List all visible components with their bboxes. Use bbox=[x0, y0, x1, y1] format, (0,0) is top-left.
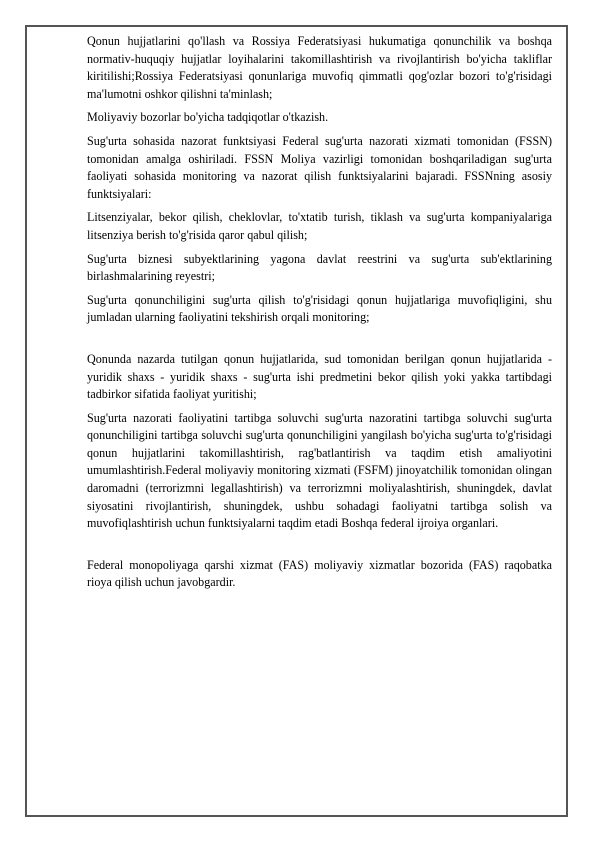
paragraph: Sug'urta nazorati faoliyatini tartibga soluvchi sug'urta nazoratini tartibga soluvchi sug'urta qonunchiligini tartibga soluvchi sug'urta qonunchiligini yangilash bo'yicha sug'urta to'g'risidagi qonun hujjatlarini takomillashtirish, rag'batlantirish va taqdim etish amaliyotini umumlashtirish.Federal moliyaviy monitoring xizmati (FSFM) jinoyatchilik tomonidan olingan daromadni (terrorizmni legallashtirish) va terrorizmni moliyalashtirish, shuningdek, davlat siyosatini rivojlantirish, shuningdek, ushbu sohadagi faoliyatni tartibga solish va muvofiqlashtirish uchun funktsiyalarni taqdim etadi Boshqa federal ijroiya organlari. bbox=[87, 410, 552, 531]
paragraph: Federal monopoliyaga qarshi xizmat (FAS) moliyaviy xizmatlar bozorida (FAS) raqobatka rioya qilish uchun javobgardir. bbox=[87, 557, 552, 590]
paragraph: Sug'urta sohasida nazorat funktsiyasi Federal sug'urta nazorati xizmati tomonidan (FSSN) tomonidan amalga oshiriladi. FSSN Moliya vazirligi tomonidan boshqariladigan sug'urta faoliyati sohasida monitoring va nazorat qilish funktsiyalarini bajaradi. FSSNning asosiy funktsiyalari: bbox=[87, 133, 552, 201]
paragraph: Qonun hujjatlarini qo'llash va Rossiya Federatsiyasi hukumatiga qonunchilik va boshqa normativ-huquqiy hujjatlar loyihalarini takomillashtirish va rivojlantirish bo'yicha takliflar kiritilishi;Rossiya Federatsiyasi qonunlariga muvofiq qimmatli qog'ozlar bozori to'g'risidagi ma'lumotni oshkor qilishni ta'minlash; bbox=[87, 34, 552, 101]
paragraph: Sug'urta qonunchiligini sug'urta qilish to'g'risidagi qonun hujjatlariga muvofiqligini, shu jumladan ularning faoliyatini tekshirish orqali monitoring; bbox=[87, 292, 552, 325]
document-body bbox=[87, 33, 552, 598]
paragraph: Moliyaviy bozorlar bo'yicha tadqiqotlar o'tkazish. bbox=[87, 110, 329, 125]
paragraph: Qonunda nazarda tutilgan qonun hujjatlarida, sud tomonidan berilgan qonun hujjatlarida - yuridik shaxs - yuridik shaxs - sug'urta ishi predmetini bekor qilish yoki yakka tartibdagi tadbirkor sifatida faoliyat yuritishi; bbox=[87, 351, 552, 402]
paragraph: Sug'urta biznesi subyektlarining yagona davlat reestrini va sug'urta sub'ektlarining birlashmalarining reyestri; bbox=[87, 251, 552, 284]
paragraph: Litsenziyalar, bekor qilish, cheklovlar, to'xtatib turish, tiklash va sug'urta kompaniyalariga litsenziya berish to'g'risida qaror qabul qilish; bbox=[87, 210, 552, 242]
